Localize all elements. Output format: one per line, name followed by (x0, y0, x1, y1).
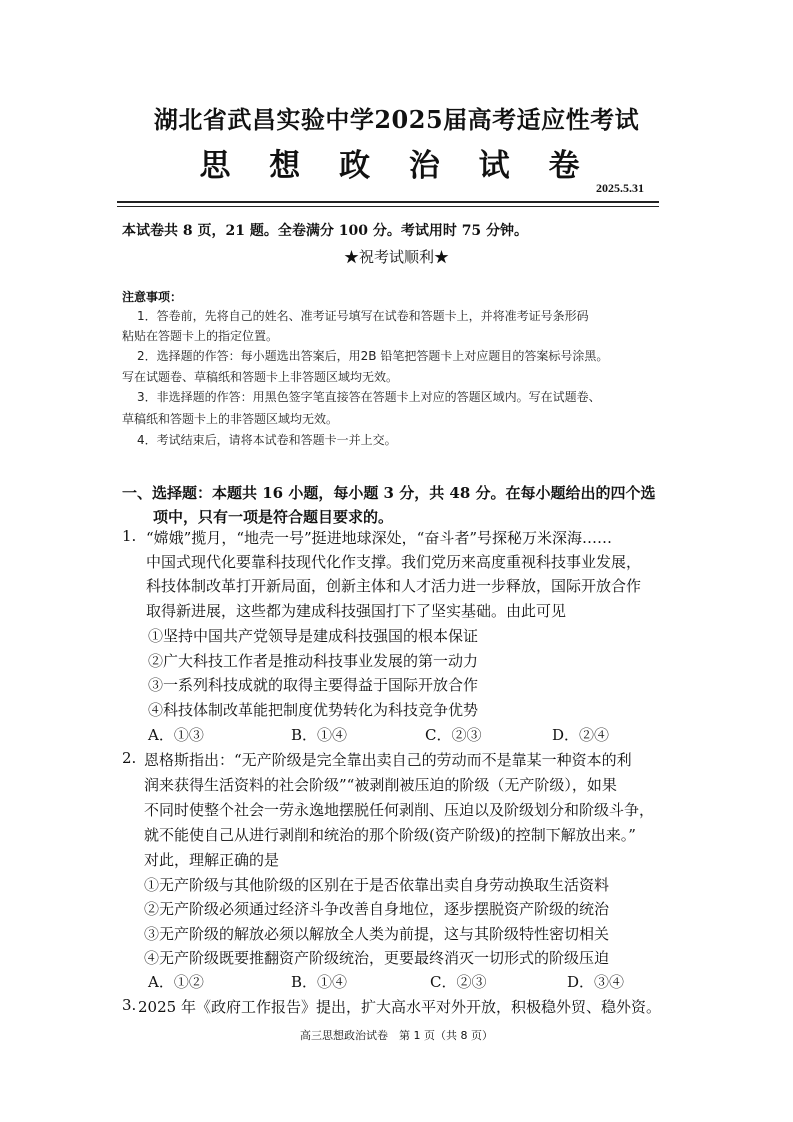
question-text: 润来获得生活资料的社会阶级”“被剥削被压迫的阶级（无产阶级），如果 (144, 776, 617, 794)
option-a: A．①② (148, 973, 204, 991)
section-heading: 一、选择题：本题共 16 小题，每小题 3 分，共 48 分。在每小题给出的四个选 (122, 484, 656, 502)
option-b: B．①④ (291, 973, 348, 991)
header-rule-thin (117, 206, 659, 207)
statement: ①无产阶级与其他阶级的区别在于是否依靠出卖自身劳动换取生活资料 (144, 876, 610, 894)
option-d: D．③④ (567, 973, 625, 991)
statement: ④科技体制改革能把制度优势转化为科技竞争优势 (148, 701, 479, 719)
question-text: 科技体制改革打开新局面，创新主体和人才活力进一步释放，国际开放合作 (146, 577, 642, 595)
page-footer: 高三思想政治试卷 第 1 页（共 8 页） (300, 1029, 493, 1042)
notice-line: 3．非选择题的作答：用黑色签字笔直接答在答题卡上对应的答题区域内。写在试题卷、 (137, 390, 601, 404)
question-number: 1. (122, 527, 137, 545)
question-text: 取得新进展，这些都为建成科技强国打下了坚实基础。由此可见 (146, 602, 567, 620)
statement: ④无产阶级既要推翻资产阶级统治，更要最终消灭一切形式的阶级压迫 (144, 949, 610, 967)
option-a: A．①③ (148, 726, 204, 744)
section-heading-cont: 项中，只有一项是符合题目要求的。 (153, 508, 394, 526)
notice-line: 写在试题卷、草稿纸和答题卡上非答题区域均无效。 (122, 370, 399, 384)
question-text: 不同时使整个社会一劳永逸地摆脱任何剥削、压迫以及阶级划分和阶级斗争， (144, 801, 655, 819)
option-d: D．②④ (552, 726, 610, 744)
exam-info: 本试卷共 8 页，21 题。全卷满分 100 分。考试用时 75 分钟。 (122, 223, 529, 239)
statement: ①坚持中国共产党领导是建成科技强国的根本保证 (148, 627, 479, 645)
notice-line: 粘贴在答题卡上的指定位置。 (122, 329, 279, 343)
option-c: C．②③ (430, 973, 487, 991)
statement: ③一系列科技成就的取得主要得益于国际开放合作 (148, 676, 479, 694)
notice-line: 4．考试结束后，请将本试卷和答题卡一并上交。 (137, 433, 397, 447)
question-text: 中国式现代化要靠科技现代化作支撑。我们党历来高度重视科技事业发展， (146, 553, 642, 571)
good-luck-line: ★祝考试顺利★ (343, 248, 449, 266)
statement: ②无产阶级必须通过经济斗争改善自身地位，逐步摆脱资产阶级的统治 (144, 900, 610, 918)
notice-title: 注意事项： (122, 290, 183, 304)
option-c: C．②③ (425, 726, 482, 744)
exam-date: 2025.5.31 (596, 181, 644, 195)
question-text: “嫦娥”揽月，“地壳一号”挺进地球深处，“奋斗者”号探秘万米深海…… (146, 529, 613, 547)
subject-title: 思 想 政 治 试 卷 (199, 148, 594, 184)
question-text: 恩格斯指出：“无产阶级是完全靠出卖自己的劳动而不是靠某一种资本的利 (144, 751, 632, 769)
statement: ②广大科技工作者是推动科技事业发展的第一动力 (148, 652, 479, 670)
question-text: 就不能使自己从进行剥削和统治的那个阶级(资产阶级)的控制下解放出来。” (144, 826, 636, 844)
question-text: 对此，理解正确的是 (144, 851, 280, 869)
notice-line: 2．选择题的作答：每小题选出答案后，用2B 铅笔把答题卡上对应题目的答案标号涂黑。 (137, 349, 609, 363)
option-b: B．①④ (291, 726, 348, 744)
question-number: 3. (122, 996, 137, 1014)
statement: ③无产阶级的解放必须以解放全人类为前提，这与其阶级特性密切相关 (144, 925, 610, 943)
question-text: 2025 年《政府工作报告》提出，扩大高水平对外开放，积极稳外贸、稳外资。 (138, 998, 661, 1016)
notice-line: 1．答卷前，先将自己的姓名、准考证号填写在试卷和答题卡上，并将准考证号条形码 (137, 309, 589, 323)
notice-line: 草稿纸和答题卡上的非答题区域均无效。 (122, 412, 339, 426)
question-number: 2. (122, 749, 137, 767)
exam-title: 湖北省武昌实验中学2025届高考适应性考试 (153, 105, 640, 134)
header-rule-thick (117, 201, 659, 203)
